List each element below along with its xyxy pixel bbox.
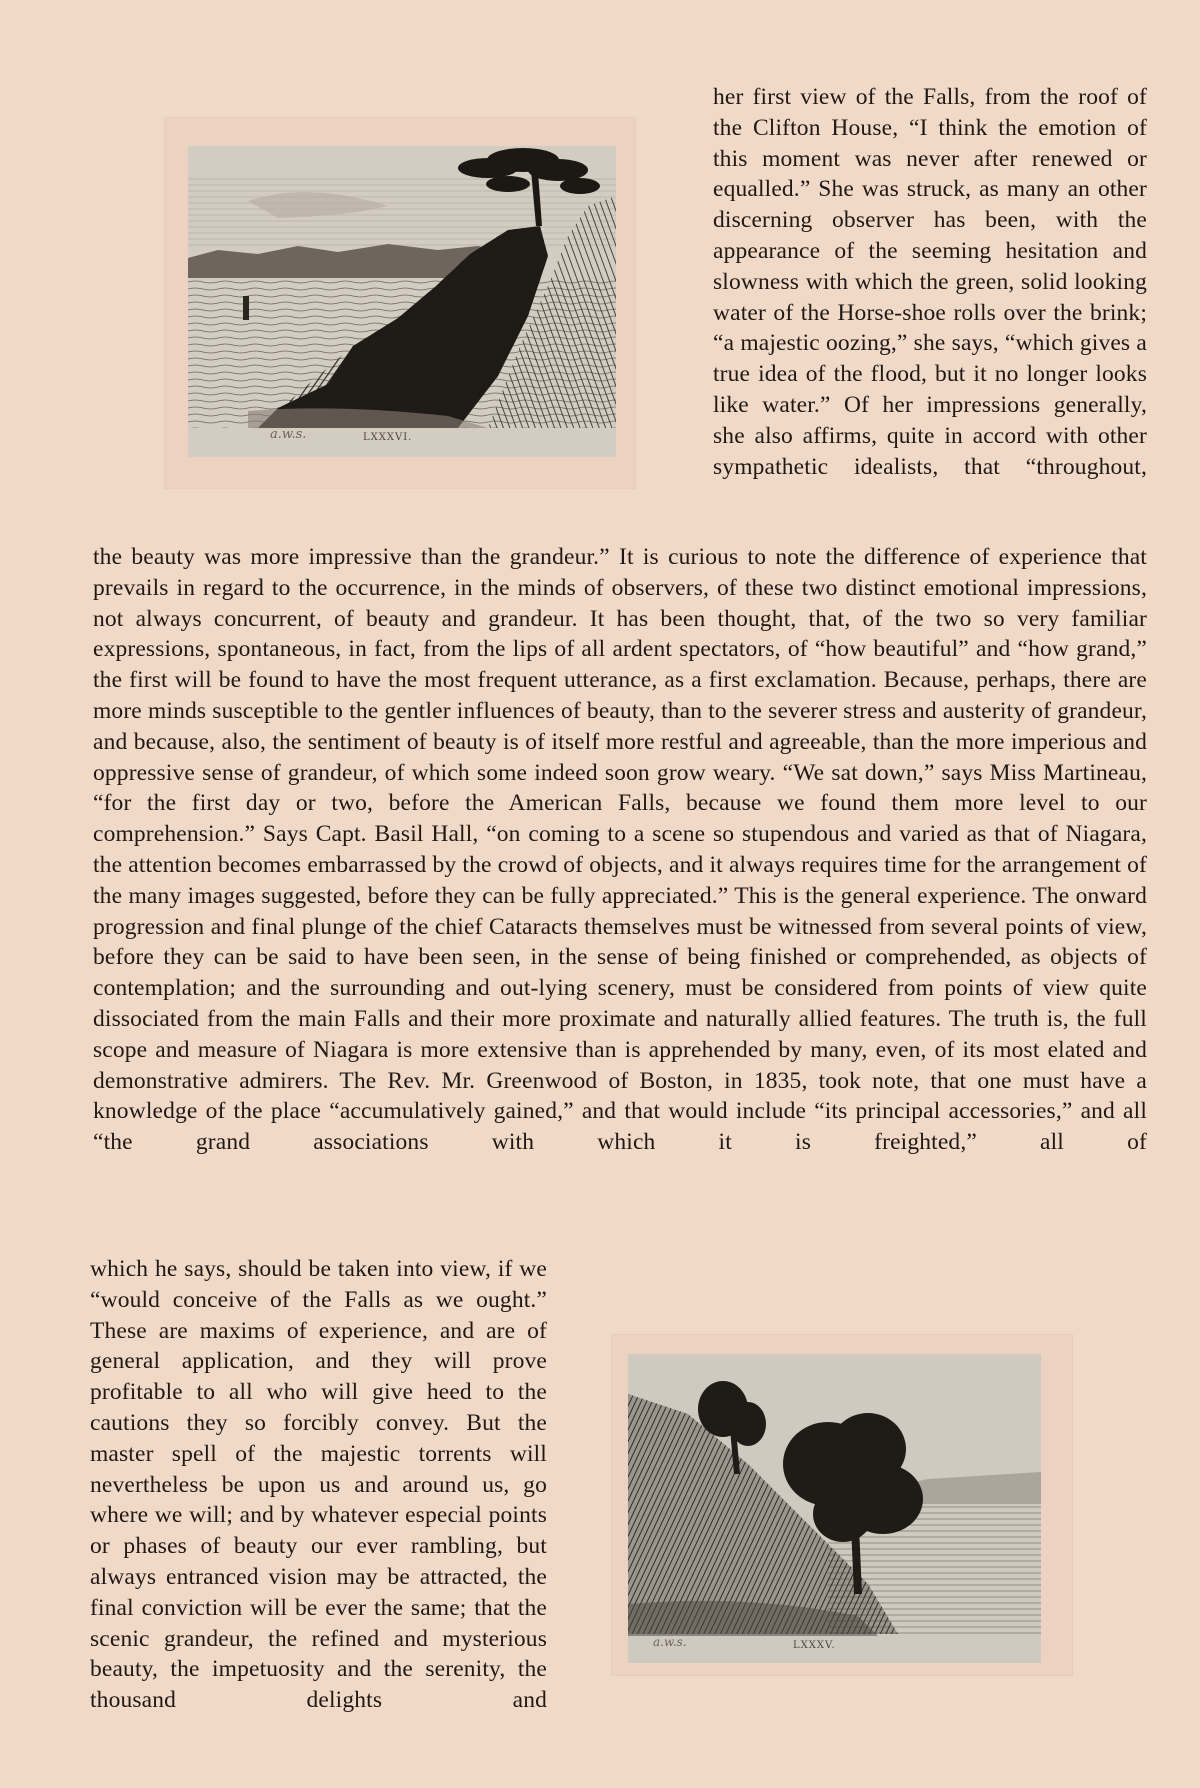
signature-text: a.w.s. bbox=[653, 1635, 687, 1649]
plate-numeral: LXXXVI. bbox=[363, 432, 413, 443]
signature-text: a.w.s. bbox=[270, 427, 307, 442]
full-width-text: the beauty was more impressive than the grandeur.” It is curious to note the difference of experience that prevails in regard to the occurrence, in the minds of observers, of these two distinct emotional impressions, not always concurrent, of beauty and grandeur. It has been thought, that, of the two so very familiar expressions, spontaneous, in fact, from the lips of all ardent spectators, of “how beautiful” and “how grand,” the first will be found to have the most frequent utterance, as a first exclamation. Because, perhaps, there are more minds susceptible to the gentler influences of beauty, than to the severer stress and austerity of grandeur, and because, also, the sentiment of beauty is of itself more restful and agreeable, than the more imperious and oppressive sense of grandeur, of which some indeed soon grow weary. “We sat down,” says Miss Martineau, “for the first day or two, before the American Falls, because we found them more level to our comprehension.” Says Capt. Basil Hall, “on coming to a scene so stupendous and varied as that of Niagara, the attention becomes embarrassed by the crowd of objects, and it always requires time for the arrangement of the many images suggested, before they can be fully appreciated.” This is the general experience. The onward progression and final plunge of the chief Cataracts themselves must be witnessed from several points of view, before they can be said to have been seen, in the sense of being finished or comprehended, as objects of contemplation; and the surrounding and out-lying scenery, must be considered from points of view quite dissociated from the main Falls and their more proximate and naturally allied features. The truth is, the full scope and measure of Niagara is more extensive than is apprehended by many, even, of its most elated and demonstrative admirers. The Rev. Mr. Greenwood of Boston, in 1835, took note, that one must have a knowledge of the place “accumulatively gained,” and that would include “its principal accessories,” and all “the grand associations with which it is freighted,” all of bbox=[93, 544, 1147, 1156]
shoreline-etching-image bbox=[188, 146, 616, 457]
plate-numeral: LXXXV. bbox=[793, 1640, 836, 1651]
riverbank-trees-etching-image bbox=[628, 1354, 1041, 1663]
etching-plate-lower bbox=[628, 1354, 1041, 1663]
right-column-text: her first view of the Falls, from the roof of the Clifton House, “I think the emotion of this moment was never after renewed or equalled.” She was struck, as many an other discerning observer has been, with the appearance of the seeming hesitation and slowness with which the green, solid looking water of the Horse-shoe rolls over the brink; “a majestic oozing,” she says, “which gives a true idea of the flood, but it no longer looks like water.” Of her impressions generally, she also affirms, quite in accord with other sympathetic idealists, that “throughout, bbox=[713, 84, 1147, 480]
etching-plate-upper bbox=[188, 146, 616, 457]
left-column-text: which he says, should be taken into view, if we “would conceive of the Falls as we ought.” These are maxims of experience, and are of general application, and they will prove profitable to all who will give heed to the cautions they so forcibly convey. But the master spell of the majestic torrents will nevertheless be upon us and around us, go where we will; and by whatever especial points or phases of beauty our ever rambling, but always entranced vision may be attracted, the final conviction will be ever the same; that the scenic grandeur, the refined and mysterious beauty, the impetuosity and the serenity, the thousand delights and bbox=[90, 1256, 547, 1714]
